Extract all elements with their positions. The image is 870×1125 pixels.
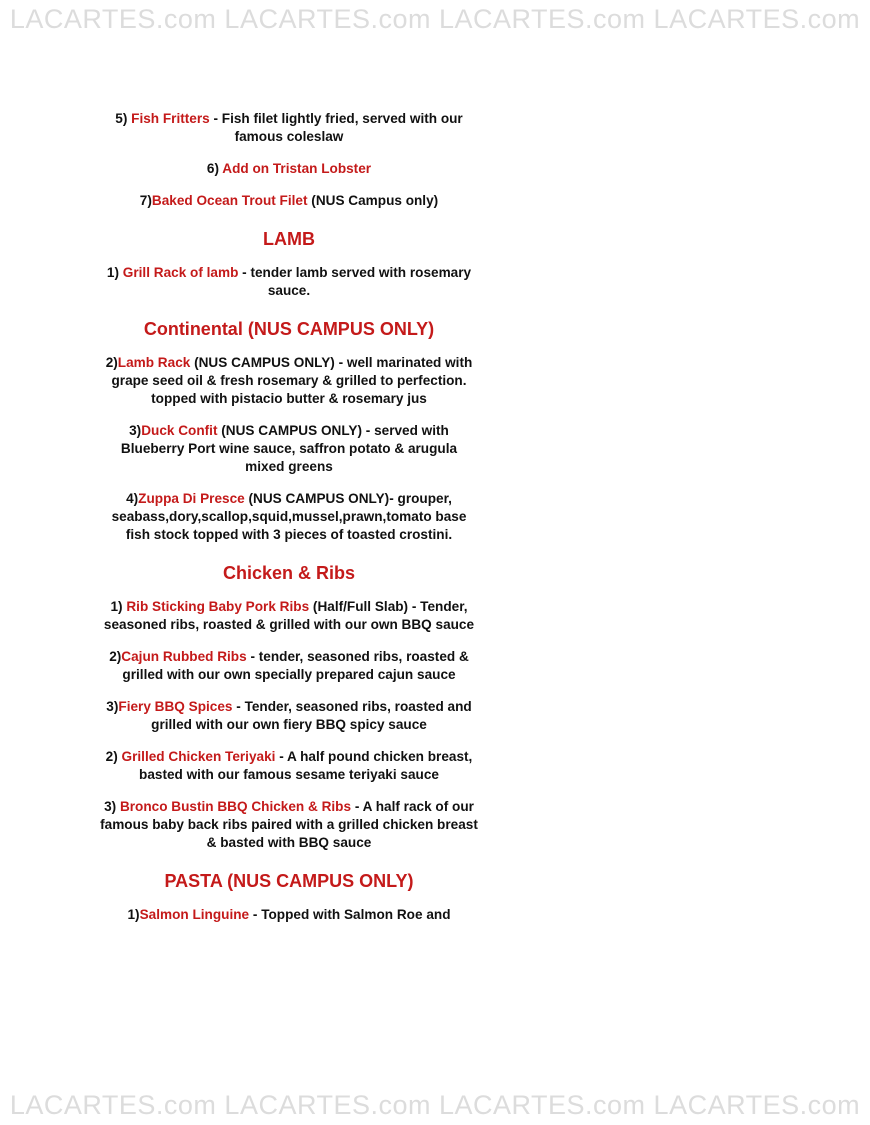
item-name: Bronco Bustin BBQ Chicken & Ribs: [119, 799, 352, 814]
item-number: 6): [206, 161, 223, 176]
item-description: (NUS CAMPUS ONLY)- grouper, seabass,dory,scallop,squid,mussel,prawn,tomato base fish stock topped with 3 pieces of toasted crostini.: [111, 491, 467, 542]
item-number: 2): [105, 355, 118, 370]
menu-item-ocean-trout: [100, 192, 478, 210]
item-name: Zuppa Di Presce: [138, 491, 245, 506]
section-heading-continental: Continental (NUS CAMPUS ONLY): [143, 319, 435, 339]
section-heading-chicken-ribs: Chicken & Ribs: [222, 563, 356, 583]
item-description: - tender lamb served with rosemary sauce.: [238, 265, 472, 298]
menu-item-lamb-rack: [100, 354, 478, 408]
item-name: Duck Confit: [141, 423, 218, 438]
menu-item-grill-rack-lamb: [100, 264, 478, 300]
menu-item-duck-confit: [100, 422, 478, 476]
item-description: (NUS CAMPUS ONLY) - served with Blueberry Port wine sauce, saffron potato & arugula mixed greens: [120, 423, 458, 474]
item-number: 7): [139, 193, 152, 208]
item-number: 4): [126, 491, 139, 506]
item-name: Fish Fritters: [131, 111, 210, 126]
item-number: 2): [105, 749, 122, 764]
watermark-top: LACARTES.com LACARTES.com LACARTES.com LACARTES.com: [9, 4, 861, 34]
menu-item-salmon-linguine: [100, 906, 478, 924]
item-description: (NUS CAMPUS ONLY) - well marinated with grape seed oil & fresh rosemary & grilled to perfection. topped with pistacio butter & rosemary jus: [111, 355, 473, 406]
section-heading-pasta: PASTA (NUS CAMPUS ONLY): [164, 871, 414, 891]
item-description: - tender, seasoned ribs, roasted & grilled with our own specially prepared cajun sauce: [122, 649, 469, 682]
item-name: Salmon Linguine: [139, 907, 250, 922]
item-description: - A half pound chicken breast, basted with our famous sesame teriyaki sauce: [139, 749, 473, 782]
item-name: Cajun Rubbed Ribs: [121, 649, 247, 664]
watermark-bottom: LACARTES.com LACARTES.com LACARTES.com LACARTES.com: [9, 1090, 861, 1120]
item-name: Fiery BBQ Spices: [118, 699, 233, 714]
section-heading-lamb: LAMB: [263, 229, 315, 249]
item-description: (Half/Full Slab) - Tender, seasoned ribs, roasted & grilled with our own BBQ sauce: [103, 599, 475, 632]
menu-item-tristan-lobster: [100, 160, 478, 178]
menu-item-bronco-bustin: [100, 798, 478, 852]
menu-item-zuppa-di-presce: [100, 490, 478, 544]
item-name: Add on Tristan Lobster: [222, 161, 372, 176]
item-name: Grilled Chicken Teriyaki: [121, 749, 276, 764]
item-number: 5): [115, 111, 132, 126]
item-number: 3): [129, 423, 142, 438]
item-description: - Tender, seasoned ribs, roasted and grilled with our own fiery BBQ spicy sauce: [151, 699, 472, 732]
menu-item-fish-fritters: [100, 110, 478, 146]
item-description: (NUS Campus only): [307, 193, 439, 208]
menu-item-cajun-ribs: [100, 648, 478, 684]
item-number: 3): [104, 799, 120, 814]
menu-item-chicken-teriyaki: [100, 748, 478, 784]
menu-item-fiery-bbq: [100, 698, 478, 734]
item-name: Lamb Rack: [117, 355, 191, 370]
item-number: 1): [106, 265, 123, 280]
menu-page: [100, 110, 478, 938]
item-number: 2): [109, 649, 122, 664]
item-description: - Fish filet lightly fried, served with our famous coleslaw: [209, 111, 463, 144]
item-number: 1): [110, 599, 127, 614]
item-name: Grill Rack of lamb: [122, 265, 239, 280]
item-name: Rib Sticking Baby Pork Ribs: [126, 599, 310, 614]
item-name: Baked Ocean Trout Filet: [151, 193, 308, 208]
item-number: 1): [127, 907, 140, 922]
item-description: - Topped with Salmon Roe and: [249, 907, 451, 922]
item-number: 3): [106, 699, 119, 714]
menu-item-baby-pork-ribs: [100, 598, 478, 634]
item-description: - A half rack of our famous baby back ribs paired with a grilled chicken breast & basted with BBQ sauce: [100, 799, 478, 850]
